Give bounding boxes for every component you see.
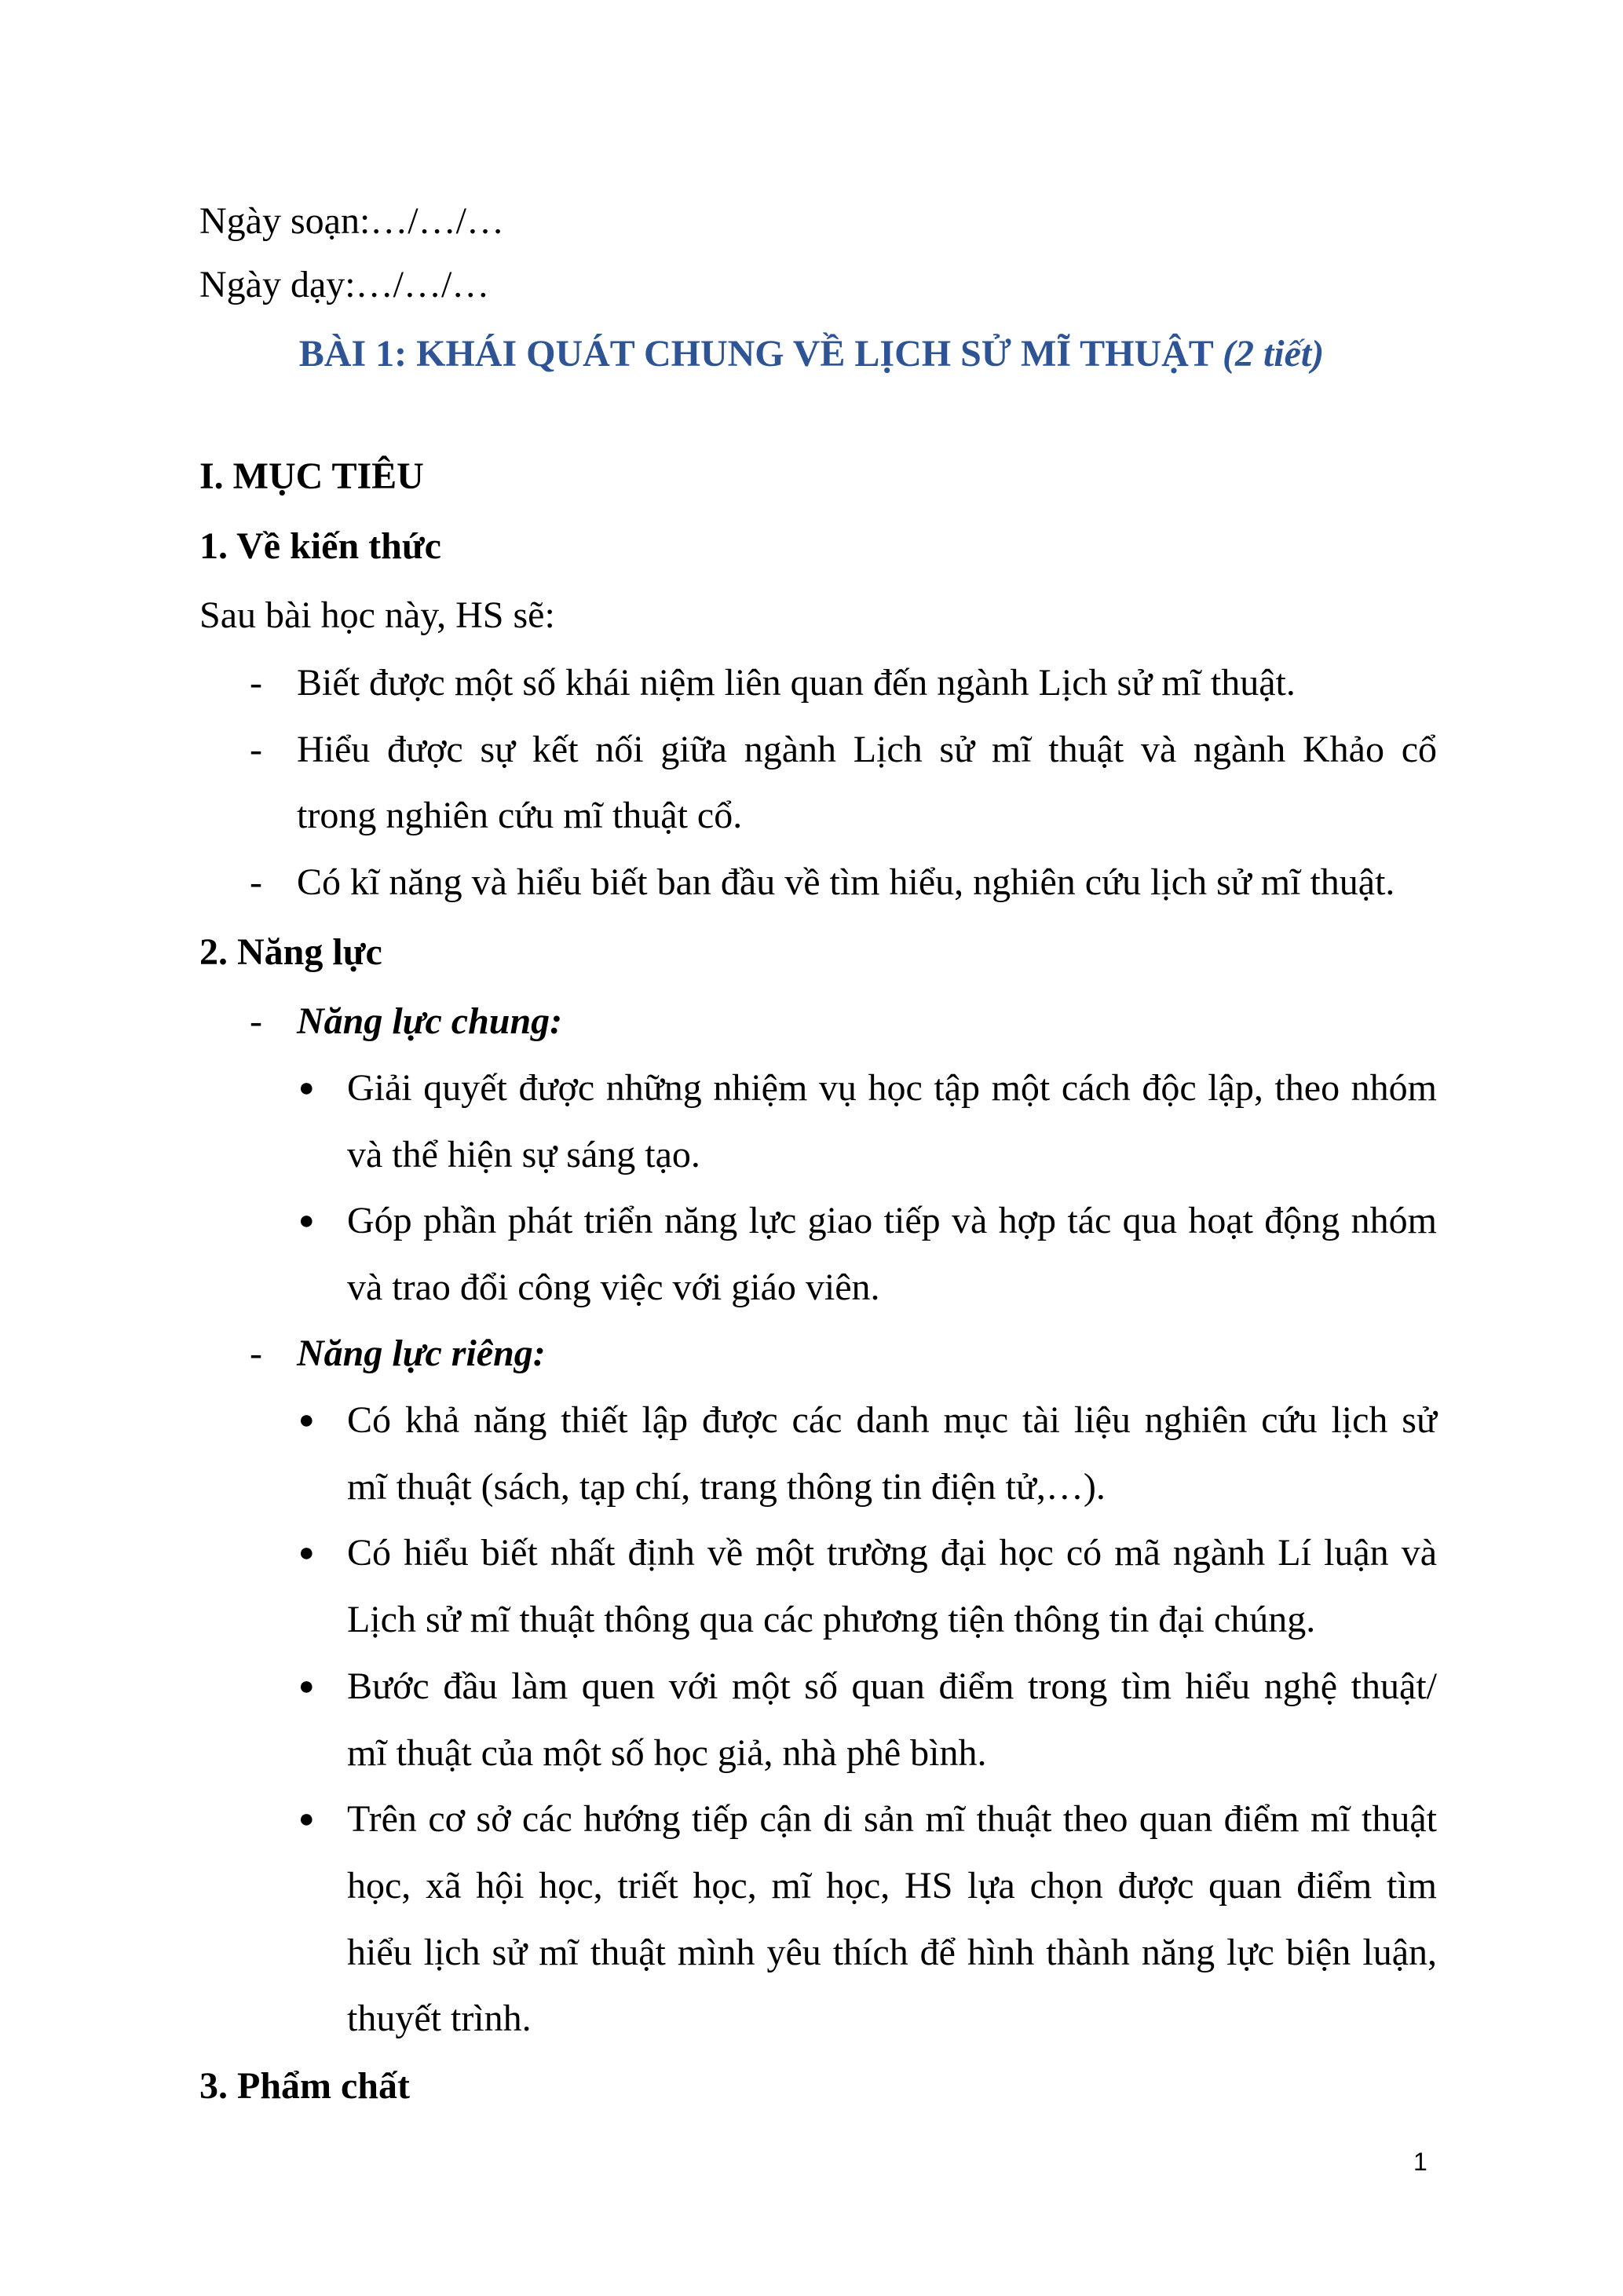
- bullet-icon: ●: [298, 1073, 315, 1102]
- heading-competence: 2. Năng lực: [199, 931, 382, 973]
- heading-objectives: I. MỤC TIÊU: [199, 455, 424, 497]
- list-item-line: Trên cơ sở các hướng tiếp cận di sản mĩ thuật theo quan điểm mĩ thuật: [347, 1798, 1437, 1841]
- lesson-title-main: BÀI 1: KHÁI QUÁT CHUNG VỀ LỊCH SỬ MĨ THUẬT: [298, 333, 1213, 375]
- list-item-line: Có khả năng thiết lập được các danh mục tài liệu nghiên cứu lịch sử: [347, 1399, 1437, 1441]
- list-item-line: mĩ thuật của một số học giả, nhà phê bình.: [347, 1731, 987, 1774]
- list-item-line: Hiểu được sự kết nối giữa ngành Lịch sử mĩ thuật và ngành Khảo cổ: [297, 728, 1437, 770]
- list-item-line: học, xã hội học, triết học, mĩ học, HS lựa chọn được quan điểm tìm: [347, 1864, 1437, 1907]
- dash-marker: -: [250, 728, 262, 770]
- list-item-line: trong nghiên cứu mĩ thuật cổ.: [297, 795, 743, 837]
- list-item-line: và thể hiện sự sáng tạo.: [347, 1133, 700, 1175]
- heading-qualities: 3. Phẩm chất: [199, 2065, 410, 2107]
- list-item-line: Lịch sử mĩ thuật thông qua các phương tiện thông tin đại chúng.: [347, 1599, 1316, 1641]
- heading-general-competence: Năng lực chung:: [297, 1000, 563, 1042]
- list-item-line: Biết được một số khái niệm liên quan đến ngành Lịch sử mĩ thuật.: [297, 662, 1296, 704]
- bullet-icon: ●: [298, 1671, 315, 1701]
- bullet-icon: ●: [298, 1206, 315, 1236]
- heading-specific-competence: Năng lực riêng:: [297, 1333, 546, 1374]
- bullet-icon: ●: [298, 1406, 315, 1435]
- list-item-line: Có kĩ năng và hiểu biết ban đầu về tìm hiểu, nghiên cứu lịch sử mĩ thuật.: [297, 861, 1395, 904]
- lesson-title-periods: (2 tiết): [1222, 333, 1325, 375]
- knowledge-intro: Sau bài học này, HS sẽ:: [199, 594, 555, 636]
- list-item-line: thuyết trình.: [347, 1998, 532, 2040]
- dash-marker: -: [250, 1000, 262, 1042]
- list-item-line: Bước đầu làm quen với một số quan điểm trong tìm hiểu nghệ thuật/: [347, 1665, 1437, 1707]
- list-item-line: mĩ thuật (sách, tạp chí, trang thông tin điện tử,…).: [347, 1465, 1106, 1508]
- bullet-icon: ●: [298, 1804, 315, 1834]
- dash-marker: -: [250, 662, 262, 704]
- page-number: 1: [1413, 2148, 1427, 2176]
- list-item-line: hiểu lịch sử mĩ thuật mình yêu thích để hình thành năng lực biện luận,: [347, 1931, 1437, 1973]
- heading-knowledge: 1. Về kiến thức: [199, 525, 441, 567]
- list-item-line: Giải quyết được những nhiệm vụ học tập một cách độc lập, theo nhóm: [347, 1067, 1437, 1109]
- lesson-title: [0, 332, 1623, 376]
- dash-marker: -: [250, 1333, 262, 1374]
- bullet-icon: ●: [298, 1538, 315, 1568]
- date-prepared: Ngày soạn:…/…/…: [199, 200, 504, 242]
- date-taught: Ngày dạy:…/…/…: [199, 264, 490, 305]
- list-item-line: Có hiểu biết nhất định về một trường đại học có mã ngành Lí luận và: [347, 1532, 1437, 1574]
- dash-marker: -: [250, 861, 262, 904]
- list-item-line: Góp phần phát triển năng lực giao tiếp và hợp tác qua hoạt động nhóm: [347, 1200, 1437, 1242]
- list-item-line: và trao đổi công việc với giáo viên.: [347, 1267, 880, 1309]
